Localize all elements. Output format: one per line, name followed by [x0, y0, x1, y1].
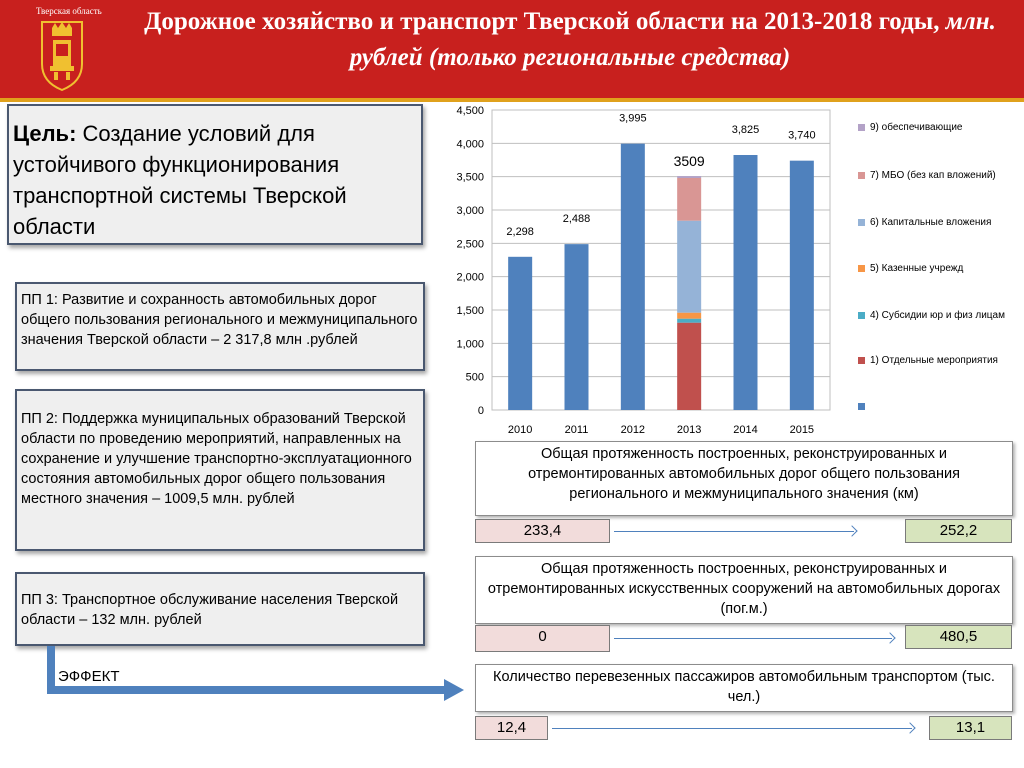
legend-swatch	[858, 403, 865, 410]
page-title	[120, 4, 1020, 76]
legend-label: 9) обеспечивающие	[870, 122, 963, 133]
x-tick-label: 2010	[507, 424, 533, 436]
goal-text: Создание условий для устойчивого функционирования транспортной системы Тверской области	[13, 121, 347, 239]
x-tick-label: 2014	[733, 424, 758, 436]
legend-label: 7) МБО (без кап вложений)	[870, 170, 996, 181]
data-label-2013: 3509	[673, 153, 705, 170]
indicator-roads-from: 233,4	[475, 519, 610, 543]
goal-box	[7, 104, 423, 245]
bar-segment-2014-s0	[734, 155, 758, 410]
plot-area	[492, 110, 830, 410]
bar-segment-2011-s0	[565, 244, 589, 410]
legend-swatch	[858, 172, 865, 179]
legend-swatch	[858, 124, 865, 131]
legend-label: 5) Казенные учрежд	[870, 263, 964, 274]
legend-label: 1) Отдельные мероприятия	[870, 355, 998, 366]
bar-segment-2013-s5	[677, 178, 701, 221]
x-tick-label: 2013	[676, 424, 702, 436]
data-label-2012: 3,995	[619, 112, 647, 125]
bar-segment-2015-s0	[790, 161, 814, 410]
effect-arrow-icon	[444, 679, 464, 701]
funding-chart	[440, 100, 860, 440]
bar-segment-2013-s3	[677, 313, 701, 319]
title-main: Дорожное хозяйство и транспорт Тверской области на 2013-2018 годы,	[144, 8, 940, 35]
y-tick-label: 3,000	[456, 205, 484, 217]
indicator-structures-text: Общая протяженность построенных, реконструированных и отремонтированных искусственных сооружений на автомобильных дорогах (пог.м.)	[475, 556, 1013, 624]
region-name: Тверская область	[36, 6, 102, 16]
indicator-structures-from: 0	[475, 625, 610, 652]
y-tick-label: 3,500	[456, 171, 484, 184]
effect-connector-horizontal	[47, 686, 447, 694]
bar-segment-2013-s6	[677, 176, 701, 178]
indicator-roads-arrow-icon	[614, 531, 854, 532]
legend-label: 4) Субсидии юр и физ лицам	[870, 310, 1005, 321]
indicator-roads-to: 252,2	[905, 519, 1012, 543]
indicator-passengers-arrow-icon	[552, 728, 912, 729]
legend-swatch	[858, 265, 865, 272]
goal-label: Цель:	[13, 121, 77, 146]
legend-swatch	[858, 357, 865, 364]
indicator-passengers-from: 12,4	[475, 716, 548, 740]
y-tick-label: 4,000	[456, 138, 484, 151]
y-tick-label: 500	[465, 371, 484, 384]
x-tick-label: 2011	[564, 424, 589, 436]
y-tick-label: 0	[477, 405, 484, 417]
subprogram-2: ПП 2: Поддержка муниципальных образований Тверской области по проведению мероприятий, направленных на сохранение и улучшение транспортно-эксплуатационного состояния автомобильных дорог общего пользования местного значения – 1009,5 млн. рублей	[15, 389, 425, 551]
effect-label: ЭФФЕКТ	[58, 668, 120, 685]
y-tick-label: 2,000	[456, 271, 484, 284]
data-label-2010: 2,298	[506, 225, 534, 238]
indicator-passengers-text: Количество перевезенных пассажиров автомобильным транспортом (тыс. чел.)	[475, 664, 1013, 712]
legend-swatch	[858, 219, 865, 226]
data-label-2011: 2,488	[562, 213, 591, 226]
coat-of-arms-icon	[40, 20, 84, 92]
y-tick-label: 1,500	[456, 305, 484, 317]
x-tick-label: 2012	[620, 424, 646, 436]
data-label-2015: 3,740	[788, 129, 816, 142]
bar-segment-2010-s0	[508, 257, 532, 410]
bar-segment-2013-s1	[677, 323, 701, 410]
bar-segment-2012-s0	[621, 144, 645, 410]
y-tick-label: 4,500	[456, 105, 484, 117]
legend-label: 6) Капитальные вложения	[870, 217, 992, 228]
subprogram-3: ПП 3: Транспортное обслуживание населения Тверской области – 132 млн. рублей	[15, 572, 425, 646]
y-tick-label: 2,500	[456, 238, 484, 251]
indicator-structures-to: 480,5	[905, 625, 1012, 649]
indicator-roads-text: Общая протяженность построенных, реконструированных и отремонтированных автомобильных дорог общего пользования регионального и межмуниципального значения (км)	[475, 441, 1013, 516]
indicator-passengers-to: 13,1	[929, 716, 1012, 740]
bar-segment-2013-s2	[677, 319, 701, 323]
title-units: млн. рублей (только региональные средства)	[349, 8, 996, 71]
data-label-2014: 3,825	[731, 124, 760, 136]
bar-segment-2013-s4	[677, 221, 701, 313]
legend-swatch	[858, 312, 865, 319]
subprogram-1: ПП 1: Развитие и сохранность автомобильных дорог общего пользования регионального и межмуниципального значения Тверской области – 2 317,8 млн .рублей	[15, 282, 425, 371]
y-tick-label: 1,000	[456, 338, 484, 351]
x-tick-label: 2015	[789, 424, 815, 436]
indicator-structures-arrow-icon	[614, 638, 892, 639]
